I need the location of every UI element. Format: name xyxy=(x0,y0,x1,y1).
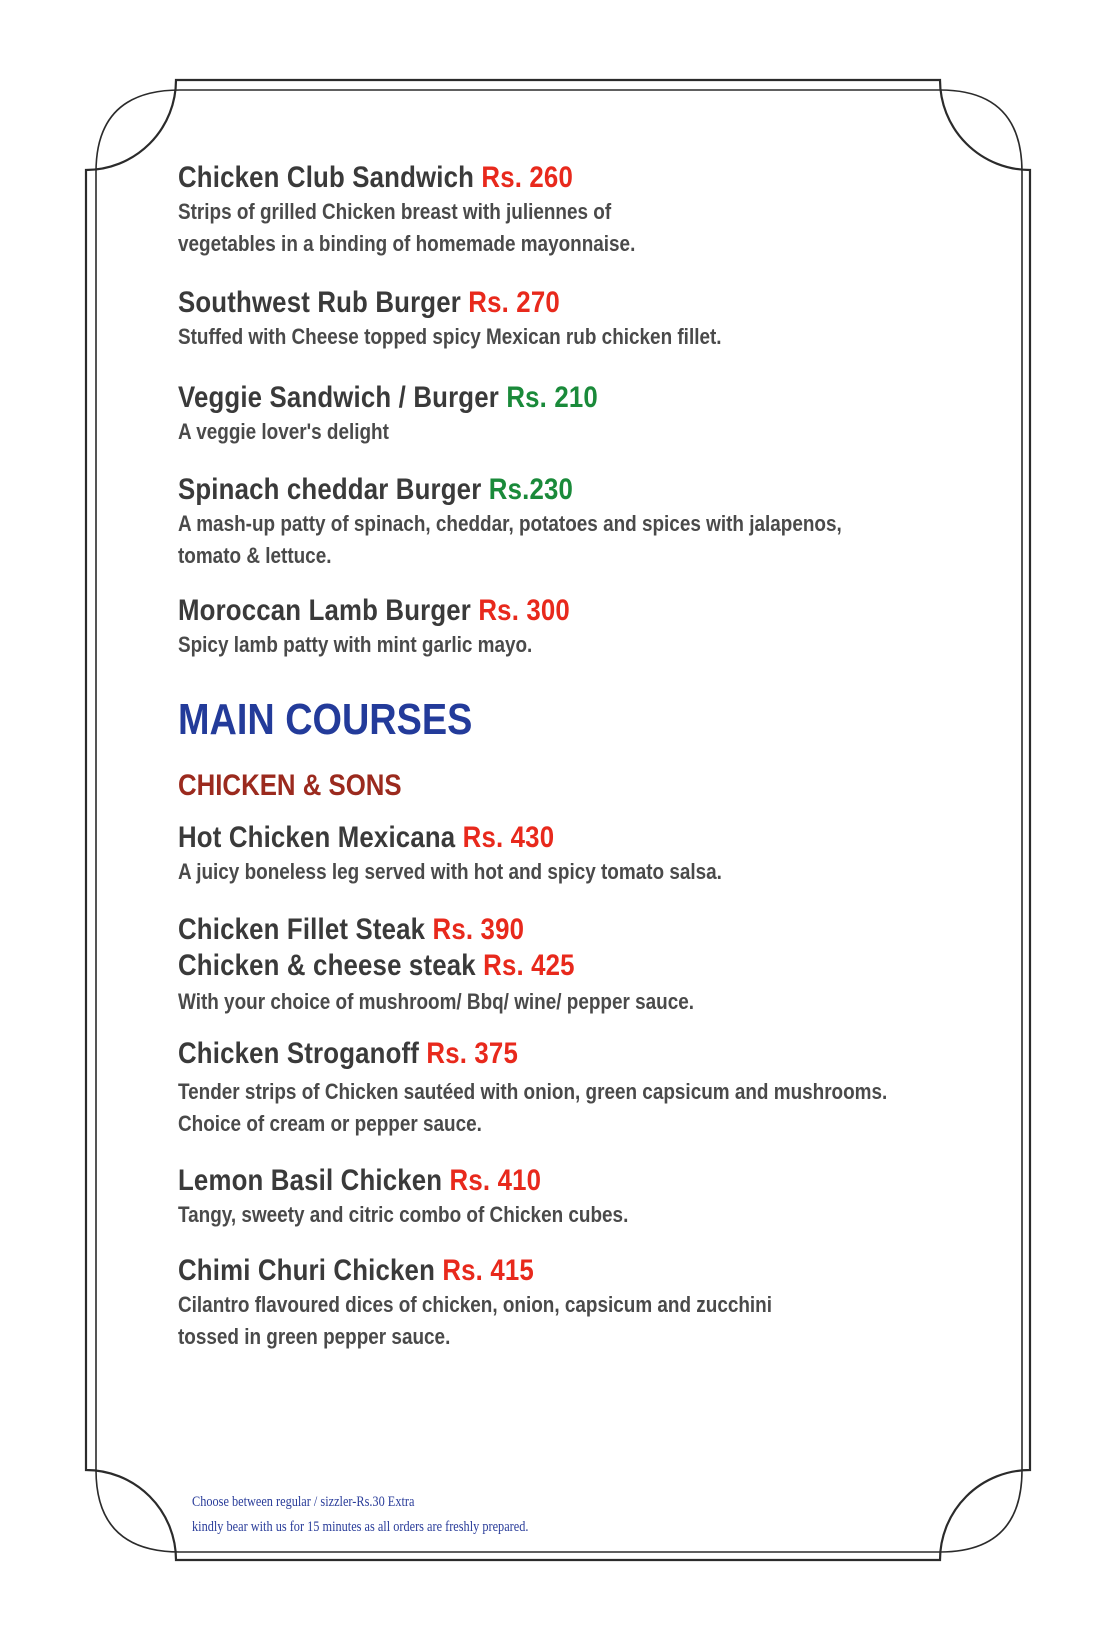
item-name: Chicken Fillet Steak xyxy=(178,913,426,946)
item-name: Moroccan Lamb Burger xyxy=(178,594,472,627)
item-title xyxy=(178,1036,887,1072)
item-name: Hot Chicken Mexicana xyxy=(178,821,456,854)
item-price: Rs. 425 xyxy=(483,949,575,982)
item-title xyxy=(178,820,722,856)
item-description: A mash-up patty of spinach, cheddar, potatoes and spices with jalapenos, xyxy=(178,511,842,536)
item-description: Choice of cream or pepper sauce. xyxy=(178,1111,482,1136)
item-description: Tangy, sweety and citric combo of Chicken cubes. xyxy=(178,1202,629,1227)
item-description: Strips of grilled Chicken breast with juliennes of xyxy=(178,199,612,224)
item-description: Cilantro flavoured dices of chicken, onion, capsicum and zucchini xyxy=(178,1292,773,1317)
menu-item xyxy=(178,285,810,353)
menu-item xyxy=(178,472,950,572)
item-description: vegetables in a binding of homemade mayonnaise. xyxy=(178,231,636,256)
item-price: Rs. 210 xyxy=(506,381,598,414)
item-price: Rs. 270 xyxy=(468,286,560,319)
item-price: Rs.230 xyxy=(488,473,574,506)
item-description: With your choice of mushroom/ Bbq/ wine/ pepper sauce. xyxy=(178,989,694,1014)
menu-item xyxy=(178,1036,1003,1140)
footer-note xyxy=(192,1490,528,1540)
item-title xyxy=(178,912,694,948)
menu-item xyxy=(178,1163,702,1231)
menu-item xyxy=(178,160,710,260)
item-name: Chicken Club Sandwich xyxy=(178,161,475,194)
item-title xyxy=(178,948,694,984)
menu-item xyxy=(178,593,634,661)
item-description: Tender strips of Chicken sautéed with onion, green capsicum and mushrooms. xyxy=(178,1079,888,1104)
item-name: Veggie Sandwich / Burger xyxy=(178,381,499,414)
menu-item xyxy=(178,912,778,1018)
item-title xyxy=(178,1163,628,1199)
item-name: Chicken & cheese steak xyxy=(178,949,476,982)
item-price: Rs. 300 xyxy=(478,594,570,627)
item-description: A veggie lover's delight xyxy=(178,419,389,444)
item-description: tossed in green pepper sauce. xyxy=(178,1324,451,1349)
footer-line: Choose between regular / sizzler-Rs.30 Extra xyxy=(192,1494,415,1510)
item-description: tomato & lettuce. xyxy=(178,543,332,568)
section-title: MAIN COURSES xyxy=(178,695,473,744)
item-title xyxy=(178,160,635,196)
item-description: A juicy boneless leg served with hot and spicy tomato salsa. xyxy=(178,859,722,884)
item-description: Stuffed with Cheese topped spicy Mexican rub chicken fillet. xyxy=(178,324,722,349)
item-name: Chicken Stroganoff xyxy=(178,1037,420,1070)
item-price: Rs. 390 xyxy=(432,913,525,946)
item-name: Southwest Rub Burger xyxy=(178,286,461,319)
item-description: Spicy lamb patty with mint garlic mayo. xyxy=(178,632,533,657)
item-price: Rs. 260 xyxy=(481,161,573,194)
item-name: Spinach cheddar Burger xyxy=(178,473,482,506)
item-title xyxy=(178,472,842,508)
item-price: Rs. 430 xyxy=(462,821,555,854)
item-title xyxy=(178,1253,772,1289)
footer-line: kindly bear with us for 15 minutes as all orders are freshly prepared. xyxy=(192,1519,529,1535)
item-price: Rs. 375 xyxy=(426,1037,518,1070)
item-name: Chimi Churi Chicken xyxy=(178,1254,436,1287)
item-title xyxy=(178,593,570,629)
item-name: Lemon Basil Chicken xyxy=(178,1164,443,1197)
menu-item xyxy=(178,380,666,448)
item-price: Rs. 415 xyxy=(442,1254,534,1287)
sub-section-title: CHICKEN & SONS xyxy=(178,769,402,802)
menu-item xyxy=(178,820,810,888)
item-title xyxy=(178,285,722,321)
menu-item xyxy=(178,1253,869,1353)
item-price: Rs. 410 xyxy=(449,1164,542,1197)
item-title xyxy=(178,380,598,416)
